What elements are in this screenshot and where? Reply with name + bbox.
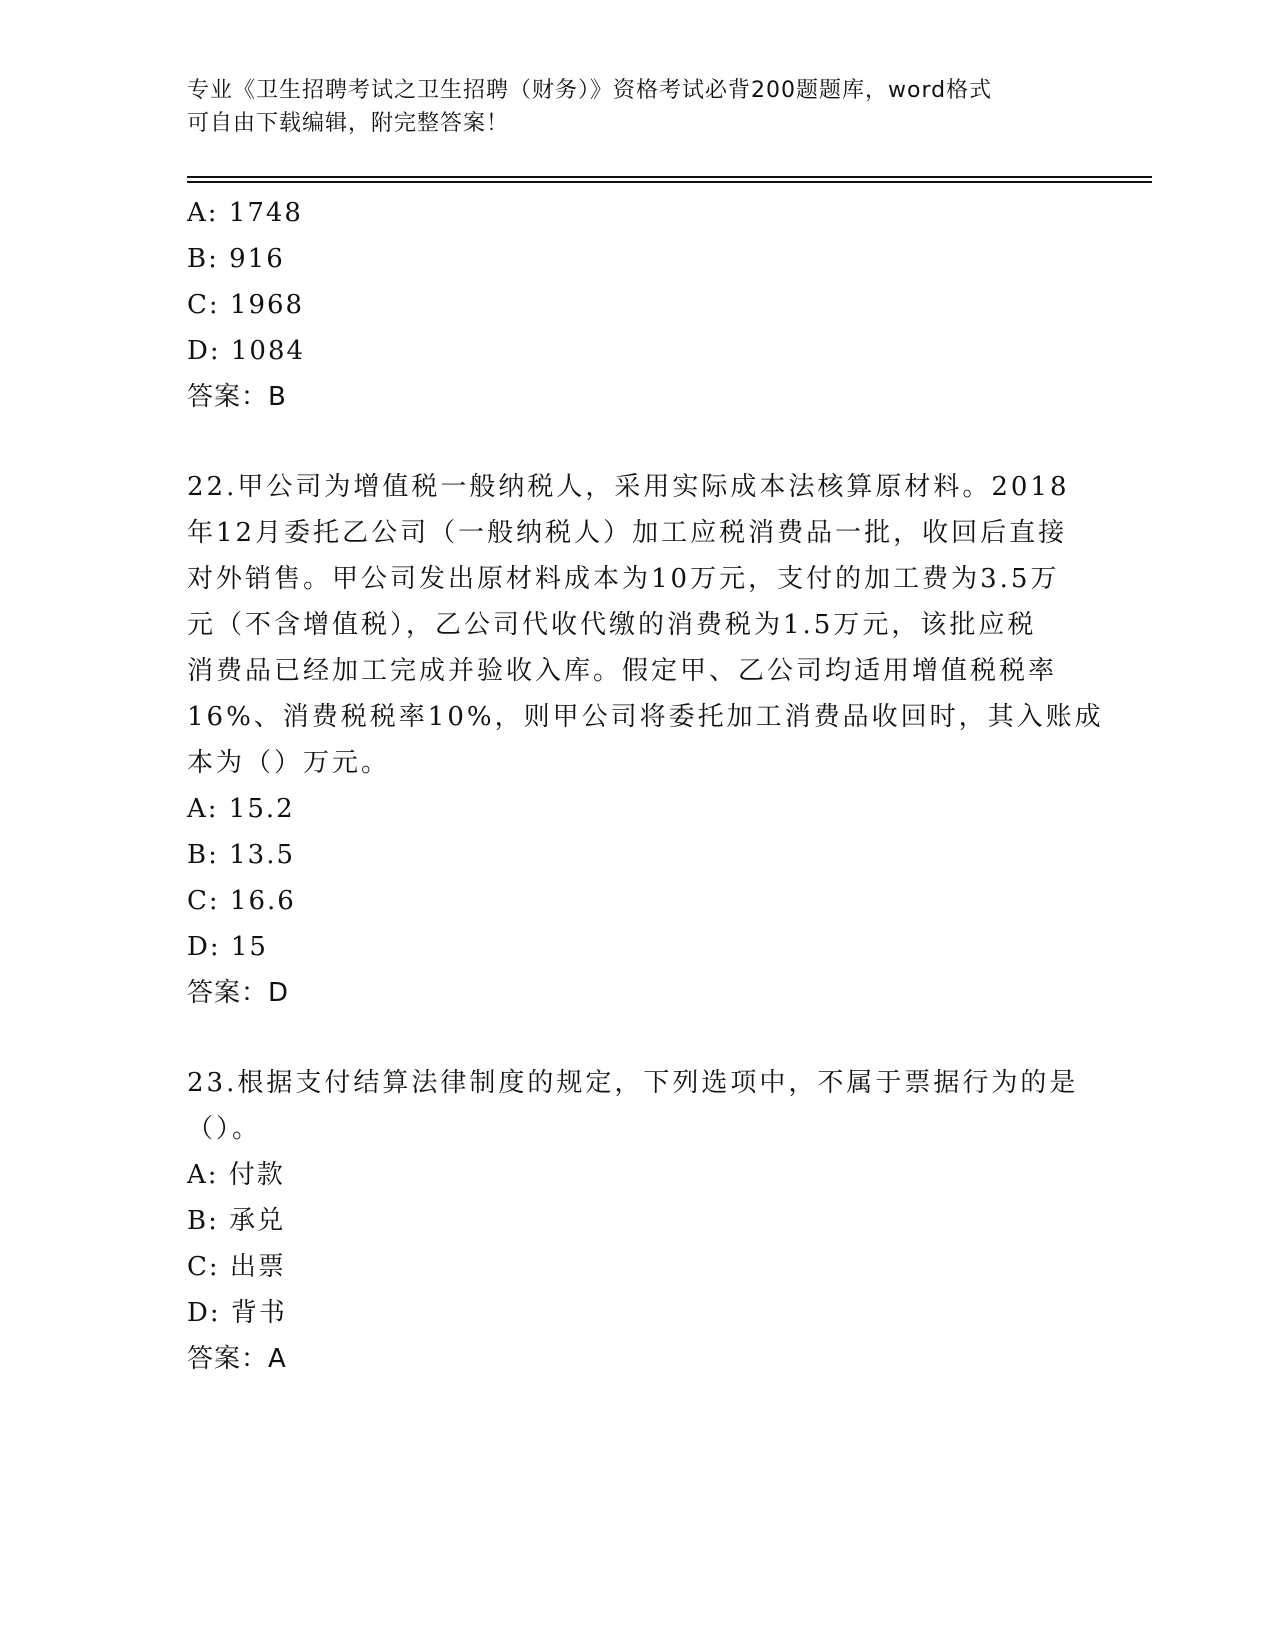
answer-line: 答案：B <box>187 382 287 412</box>
option-a: A: 付款 <box>187 1160 285 1190</box>
option-a: A: 15.2 <box>187 794 295 824</box>
question-22-text-line: 16%、消费税税率10%，则甲公司将委托加工消费品收回时，其入账成 <box>187 702 1104 732</box>
option-b: B: 916 <box>187 244 285 274</box>
option-c: C: 16.6 <box>187 886 296 916</box>
question-22-text-line: 对外销售。甲公司发出原材料成本为10万元，支付的加工费为3.5万 <box>187 564 1060 594</box>
header-divider-top <box>187 176 1152 178</box>
question-23-text-line: （）。 <box>187 1114 262 1144</box>
option-c: C: 出票 <box>187 1252 286 1282</box>
option-b: B: 承兑 <box>187 1206 286 1236</box>
option-b: B: 13.5 <box>187 840 296 870</box>
answer-line: 答案：A <box>187 1344 287 1374</box>
option-c: C: 1968 <box>187 290 305 320</box>
document-header: 专业《卫生招聘考试之卫生招聘（财务）》资格考试必背200题题库，word格式 可自由下载编辑，附完整答案！ <box>187 78 993 136</box>
question-22-block <box>187 464 1104 1016</box>
question-22-text-line: 消费品已经加工完成并验收入库。假定甲、乙公司均适用增值税税率 <box>187 656 1058 686</box>
header-divider-bottom <box>187 181 1152 183</box>
option-a: A: 1748 <box>187 198 303 228</box>
answer-line: 答案：D <box>187 978 290 1008</box>
spacer <box>187 1016 1087 1060</box>
question-21-block <box>187 190 1087 420</box>
question-22-text-line: 本为（）万元。 <box>187 748 391 778</box>
option-d: D: 15 <box>187 932 268 962</box>
question-23-text-line: 23.根据支付结算法律制度的规定，下列选项中，不属于票据行为的是 <box>187 1068 1079 1098</box>
question-23-block <box>187 1060 1087 1382</box>
option-d: D: 1084 <box>187 336 306 366</box>
option-d: D: 背书 <box>187 1298 287 1328</box>
question-22-text-line: 22.甲公司为增值税一般纳税人，采用实际成本法核算原材料。2018 <box>187 472 1070 502</box>
question-content <box>187 190 1104 1382</box>
spacer <box>187 420 1087 464</box>
question-22-text-line: 年12月委托乙公司（一般纳税人）加工应税消费品一批，收回后直接 <box>187 518 1068 548</box>
question-22-text-line: 元（不含增值税），乙公司代收代缴的消费税为1.5万元，该批应税 <box>187 610 1037 640</box>
